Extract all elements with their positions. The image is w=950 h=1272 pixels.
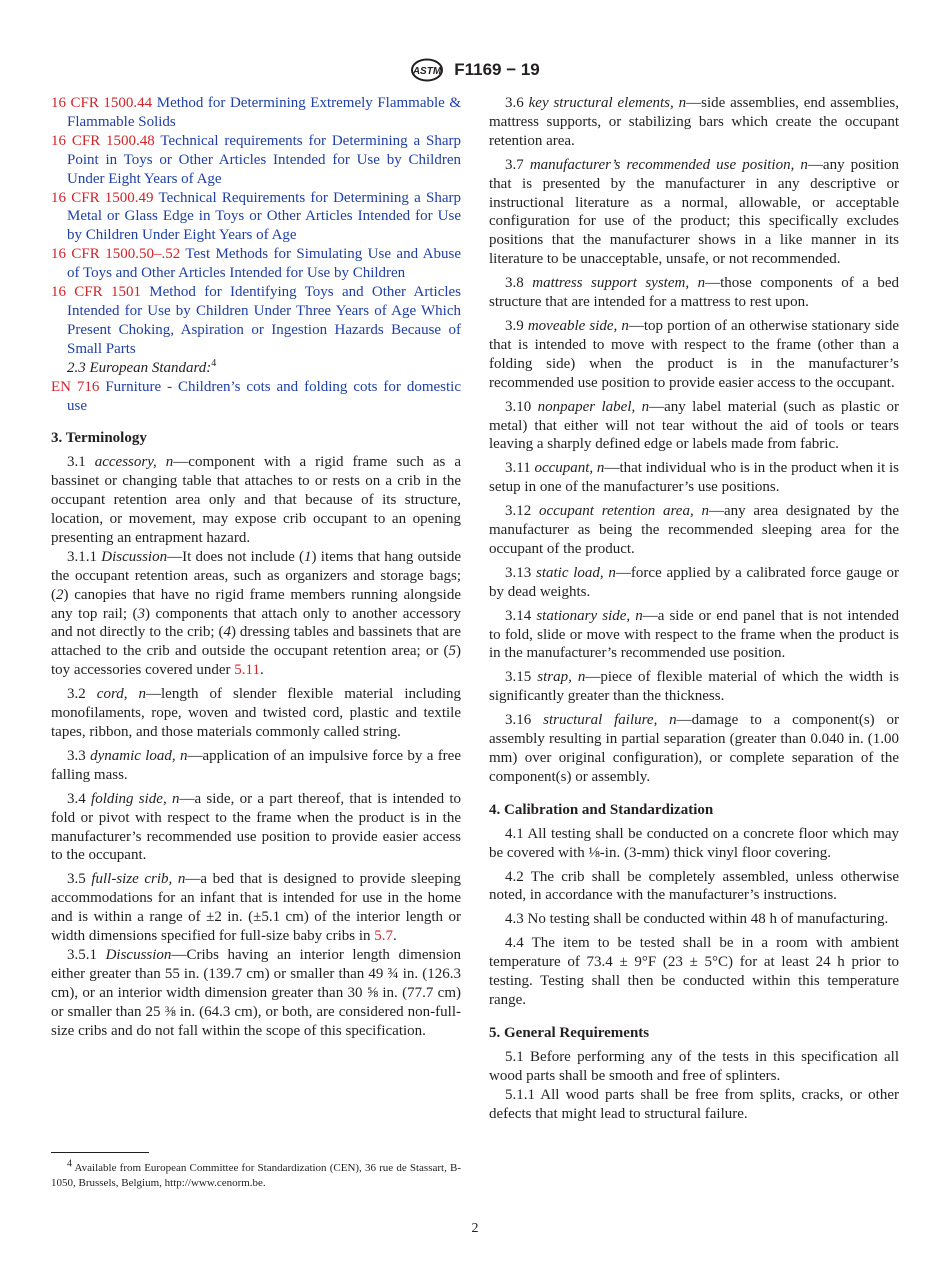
footnote-marker: 4 [211,357,217,369]
reference-item [51,245,461,283]
paragraph-3-3: 3.3 dynamic load, n—application of an impulsive force by a free falling mass. [51,747,461,783]
paragraph-3-1: 3.1 accessory, n—component with a rigid frame such as a bassinet or changing table that attaches to or rests on a crib in the occupant retention area only and that because of its structure, location, or movement, may expose crib occupant to an opening presenting an entrapment hazard. [51,454,462,546]
reference-item [51,132,461,189]
page-header [0,58,950,82]
footnote: $^4$ Available from European Committee for Standardization (CEN), 36 rue de Stassart, B-1050, Brussels, Belgium, http://www.cenorm.be. [51,1158,461,1189]
reference-item [51,189,461,246]
paragraph-5-1: 5.1 Before performing any of the tests in this specification all wood parts shall be smooth and free of splinters. [489,1048,899,1084]
reference-item [51,378,461,416]
paragraph-4-4: 4.4 The item to be tested shall be in a room with ambient temperature of 73.4 ± 9°F (23 ± 5°C) for at least 24 h prior to testing. Testing shall then be conducted within this temperature range. [489,935,899,1008]
paragraph-3-10: 3.10 nonpaper label, n—any label material (such as plastic or metal) that either will not tear without the aid of tools or tears leaving a sharply defined edge or labels made from fabric. [489,398,899,453]
paragraph-3-7: 3.7 manufacturer’s recommended use position, n—any position that is presented by the manufacturer in any descriptive or instructional literature as a normal, allowable, or acceptable configuration for use of the product; this specifically excludes positions that the manufacturer shows in a like manner in its literature to be unacceptable, unsafe, or not recommended. [489,156,900,268]
reference-item [51,283,461,359]
paragraph-3-1-1: 3.1.1 Discussion—It does not include (1) items that hang outside the occupant retention areas, such as organizers and storage bags; (2) canopies that have no rigid frame members running alongside any top rail; (3) components that attach only to another accessory and not directly to the crib; (4) dressing tables and bassinets that are attached to the crib and outside the occupant retention area; or (5) toy accessories covered under 5.11. [51,548,461,679]
european-standard-label: 2.3 European Standard:$^4$ [67,357,217,376]
paragraph-3-8: 3.8 mattress support system, n—those components of a bed structure that are intended for a mattress to rest upon. [489,275,899,311]
reference-code[interactable]: 16 CFR 1501 [51,284,141,301]
paragraph-3-14: 3.14 stationary side, n—a side or end panel that is not intended to fold, slide or move with respect to the frame when the product is in the manufacturer’s recommended use position. [489,607,900,662]
left-column [51,94,461,1046]
paragraph-3-2: 3.2 cord, n—length of slender flexible material including monofilaments, rope, woven and twisted cord, plastic and textile tapes, ribbon, and those materials commonly called string. [51,686,462,740]
document-code: F1169 − 19 [454,60,540,79]
paragraph-3-6: 3.6 key structural elements, n—side assemblies, end assemblies, mattress supports, or stabilizing bars which create the occupant retention area. [489,95,900,149]
page-number: 2 [471,1221,479,1236]
section-link-5-11[interactable]: 5.11 [234,662,260,679]
paragraph-4-1: 4.1 All testing shall be conducted on a concrete floor which may be covered with ⅛-in. (3-mm) thick vinyl floor covering. [489,825,899,861]
paragraph-5-1-1: 5.1.1 All wood parts shall be free from splits, cracks, or other defects that might lead to structural failure. [489,1086,899,1122]
reference-item [51,94,461,132]
paragraph-4-2: 4.2 The crib shall be completely assembled, unless otherwise noted, in accordance with the manufacturer’s instructions. [489,868,899,904]
section-heading-general-requirements: 5. General Requirements [489,1024,650,1041]
paragraph-3-4: 3.4 folding side, n—a side, or a part thereof, that is intended to fold or pivot with respect to the frame when the product is in the manufacturer’s recommended use position to provide easier access to the occupant. [51,790,462,864]
astm-logo-icon [410,58,444,82]
paragraph-4-3: 4.3 No testing shall be conducted within 48 h of manufacturing. [505,911,889,928]
reference-code[interactable]: EN 716 [51,378,100,395]
reference-title[interactable]: Technical requirements for Determining a Sharp Point in Toys or Other Articles Intended for Use by Children Under Eight Years of Age [67,132,462,187]
reference-title[interactable]: Furniture - Children’s cots and folding cots for domestic use [67,378,461,414]
reference-code[interactable]: 16 CFR 1500.49 [51,189,154,206]
paragraph-3-16: 3.16 structural failure, n—damage to a component(s) or assembly resulting in partial separation (greater than 0.040 in. (1.00 mm) over original configuration), or complete separation of the component(s) or assembly. [489,712,899,785]
paragraph-3-12: 3.12 occupant retention area, n—any area designated by the manufacturer as being the recommended sleeping area for the occupant of the product. [489,503,899,557]
reference-code[interactable]: 16 CFR 1500.44 [51,95,153,111]
section-heading-terminology: 3. Terminology [51,430,147,447]
reference-title[interactable]: Method for Determining Extremely Flammable & Flammable Solids [67,95,462,130]
paragraph-3-15: 3.15 strap, n—piece of flexible material of which the width is significantly greater than the thickness. [489,669,900,705]
section-heading-calibration: 4. Calibration and Standardization [489,801,714,818]
section-link-5-7[interactable]: 5.7 [374,928,394,945]
reference-code[interactable]: 16 CFR 1500.50–.52 [51,246,181,263]
reference-code[interactable]: 16 CFR 1500.48 [51,132,155,149]
paragraph-3-9: 3.9 moveable side, n—top portion of an otherwise stationary side that is intended to move with respect to the frame (other than a folding side) when the product is in the manufacturer’s recommended use position to provide easier access to the occupant. [489,317,900,391]
reference-title[interactable]: Technical Requirements for Determining a Sharp Metal or Glass Edge in Toys or Other Articles Intended for Use by Children Under Eight Years of Age [67,189,462,244]
footnote-divider [51,1152,149,1153]
reference-title[interactable]: Method for Identifying Toys and Other Articles Intended for Use by Children Under Three Years of Age Which Present Choking, Aspiration or Ingestion Hazards Because of Small Parts [67,284,462,357]
paragraph-3-5-1: 3.5.1 Discussion—Cribs having an interior length dimension either greater than 55 in. (139.7 cm) or smaller than 49 ¾ in. (126.3 cm), or an interior width dimension greater than 30 ⅝ in. (77.7 cm) or smaller than 25 ⅜ in. (64.3 cm), or both, are considered non-full-size cribs and do not fall within the scope of this specification. [51,946,461,1039]
paragraph-3-11: 3.11 occupant, n—that individual who is in the product when it is setup in one of the manufacturer’s use positions. [489,460,899,496]
reference-title[interactable]: Test Methods for Simulating Use and Abuse of Toys and Other Articles Intended for Use by Children [67,246,461,282]
svg-text:ASTM: ASTM [413,66,442,77]
right-column [489,94,899,1128]
paragraph-3-5: 3.5 full-size crib, n—a bed that is designed to provide sleeping accommodations for an infant that is intended for use in the home and is within a range of ±2 in. (±5.1 cm) of the interior length or width dimensions specified for full-size baby cribs in 5.7. [51,871,462,945]
paragraph-3-13: 3.13 static load, n—force applied by a calibrated force gauge or by dead weights. [489,564,900,600]
